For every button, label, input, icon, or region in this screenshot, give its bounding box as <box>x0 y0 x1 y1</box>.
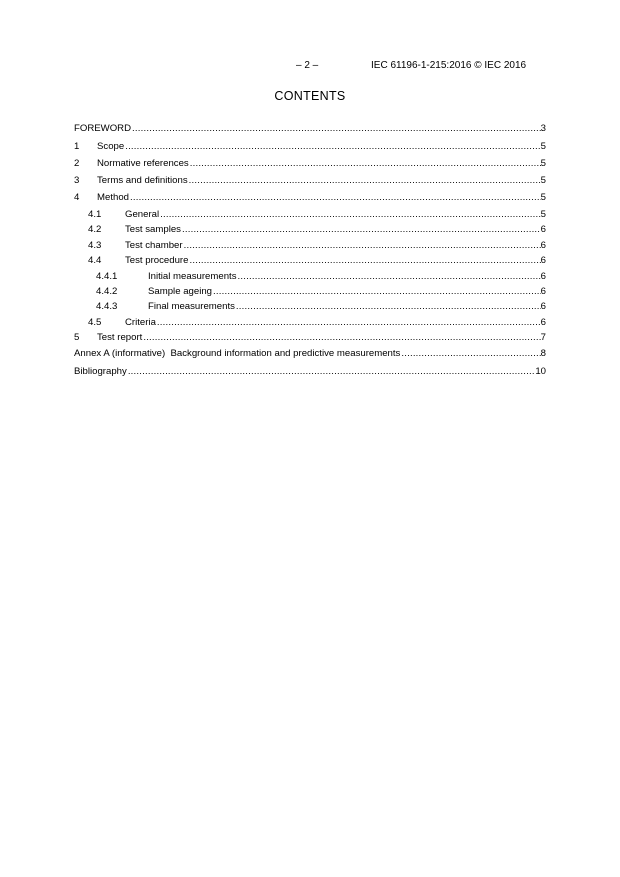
toc-entry-page: 5 <box>540 192 546 203</box>
toc-leader-dots <box>160 208 541 221</box>
toc-entry-label: General <box>125 209 160 220</box>
toc-leader-dots <box>401 347 540 360</box>
toc-entry-number: 4.2 <box>88 224 102 235</box>
toc-entry-method[interactable] <box>74 191 546 204</box>
toc-entry-page: 6 <box>540 317 546 328</box>
toc-entry-label: Test procedure <box>125 255 189 266</box>
toc-entry-page: 8 <box>540 348 546 359</box>
toc-entry-label: Test chamber <box>125 240 183 251</box>
toc-entry-criteria[interactable] <box>88 316 546 329</box>
toc-leader-dots <box>182 223 541 236</box>
toc-entry-initial-measurements[interactable] <box>96 270 546 283</box>
toc-leader-dots <box>189 254 540 267</box>
toc-entry-test-samples[interactable] <box>88 223 546 236</box>
toc-entry-page: 5 <box>540 209 546 220</box>
toc-entry-page: 5 <box>540 141 546 152</box>
toc-entry-number: 4.5 <box>88 317 102 328</box>
toc-entry-test-report[interactable] <box>74 331 546 344</box>
toc-entry-page: 5 <box>540 158 546 169</box>
toc-leader-dots <box>189 174 541 187</box>
page-number: – 2 – <box>296 60 319 71</box>
toc-entry-label: Terms and definitions <box>97 175 188 186</box>
toc-entry-page: 6 <box>540 255 546 266</box>
toc-entry-page: 7 <box>540 332 546 343</box>
toc-leader-dots <box>190 157 541 170</box>
toc-leader-dots <box>143 331 540 344</box>
toc-entry-number: 4 <box>74 192 80 203</box>
toc-leader-dots <box>132 122 541 135</box>
toc-entry-page: 6 <box>540 224 546 235</box>
toc-entry-label: Test report <box>97 332 143 343</box>
toc-entry-sample-ageing[interactable] <box>96 285 546 298</box>
toc-entry-page: 5 <box>540 175 546 186</box>
toc-entry-label: Initial measurements <box>148 271 237 282</box>
toc-entry-label: Sample ageing <box>148 286 213 297</box>
toc-entry-number: 1 <box>74 141 80 152</box>
toc-entry-test-procedure[interactable] <box>88 254 546 267</box>
toc-entry-label: Normative references <box>97 158 189 169</box>
document-reference: IEC 61196-1-215:2016 © IEC 2016 <box>371 60 527 71</box>
toc-leader-dots <box>236 300 541 313</box>
toc-entry-number: 3 <box>74 175 80 186</box>
toc-entry-number: 4.4.1 <box>96 271 118 282</box>
toc-entry-page: 6 <box>540 301 546 312</box>
toc-entry-label: FOREWORD <box>74 123 132 134</box>
toc-entry-annex-a[interactable] <box>74 347 546 360</box>
toc-entry-label: Scope <box>97 141 125 152</box>
toc-entry-normative-references[interactable] <box>74 157 546 170</box>
toc-leader-dots <box>130 191 541 204</box>
toc-entry-foreword[interactable] <box>74 122 546 135</box>
toc-leader-dots <box>125 140 540 153</box>
toc-entry-number: 5 <box>74 332 80 343</box>
toc-entry-page: 10 <box>535 366 546 377</box>
toc-entry-label: Criteria <box>125 317 156 328</box>
toc-entry-page: 6 <box>540 271 546 282</box>
toc-entry-label: Final measurements <box>148 301 235 312</box>
toc-entry-scope[interactable] <box>74 140 546 153</box>
toc-leader-dots <box>213 285 541 298</box>
toc-entry-number: 4.1 <box>88 209 102 220</box>
toc-entry-page: 6 <box>540 240 546 251</box>
toc-entry-number: 4.4.2 <box>96 286 118 297</box>
toc-leader-dots <box>184 239 541 252</box>
toc-entry-general[interactable] <box>88 208 546 221</box>
toc-entry-final-measurements[interactable] <box>96 300 546 313</box>
toc-entry-bibliography[interactable] <box>74 365 546 378</box>
toc-entry-page: 6 <box>540 286 546 297</box>
toc-entry-number: 2 <box>74 158 80 169</box>
toc-entry-label: Bibliography <box>74 366 127 377</box>
toc-entry-label: Method <box>97 192 129 203</box>
toc-entry-number: 4.4.3 <box>96 301 118 312</box>
page-title: CONTENTS <box>274 89 346 103</box>
toc-entry-page: 3 <box>540 123 546 134</box>
toc-entry-number: 4.3 <box>88 240 102 251</box>
toc-leader-dots <box>238 270 541 283</box>
toc-entry-label: Test samples <box>125 224 181 235</box>
toc-entry-number: 4.4 <box>88 255 102 266</box>
toc-leader-dots <box>128 365 536 378</box>
toc-entry-label: Annex A (informative) Background information and predictive measurements <box>74 348 401 359</box>
toc-entry-terms-and-definitions[interactable] <box>74 174 546 187</box>
toc-entry-test-chamber[interactable] <box>88 239 546 252</box>
toc-leader-dots <box>157 316 541 329</box>
